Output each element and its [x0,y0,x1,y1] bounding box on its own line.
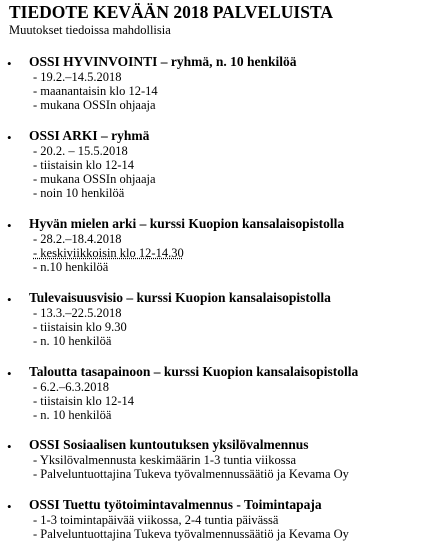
section-heading: OSSI Tuettu työtoimintavalmennus - Toimintapaja [29,497,322,512]
detail-line: - mukana OSSIn ohjaaja [33,98,156,112]
detail-line: - Palveluntuottajina Tukeva työvalmennussäätiö ja Kevama Oy [33,527,349,541]
detail-line: - n. 10 henkilöä [33,408,112,422]
detail-line: - 1-3 toimintapäivää viikossa, 2-4 tuntia päivässä [33,513,279,527]
detail-line: - 28.2.–18.4.2018 [33,232,122,246]
section-details [33,70,158,112]
section-details [33,306,127,348]
detail-line: - mukana OSSIn ohjaaja [33,172,156,186]
bullet-icon: • [7,56,12,71]
bullet-icon: • [7,218,12,233]
bullet-icon: • [7,439,12,454]
detail-line: - 19.2.–14.5.2018 [33,70,122,84]
section-details [33,453,349,481]
detail-line: - tiistaisin klo 12-14 [33,158,135,172]
section-heading: Taloutta tasapainoon – kurssi Kuopion kansalaisopistolla [29,364,359,379]
section-heading: Hyvän mielen arki – kurssi Kuopion kansalaisopistolla [29,216,345,231]
detail-line: - 6.2.–6.3.2018 [33,380,110,394]
section-details [33,144,156,200]
section-details [33,232,184,274]
detail-line: - n. 10 henkilöä [33,334,112,348]
bullet-icon: • [7,130,12,145]
section-heading: OSSI ARKI – ryhmä [29,128,150,143]
section-details [33,380,134,422]
detail-line: - tiistaisin klo 12-14 [33,394,135,408]
detail-line: - keskiviikkoisin klo 12-14.30 [33,246,184,260]
detail-line: - tiistaisin klo 9.30 [33,320,127,334]
document-subtitle: Muutokset tiedoissa mahdollisia [9,23,171,37]
section-details [33,513,349,541]
bullet-icon: • [7,292,12,307]
section-heading: Tulevaisuusvisio – kurssi Kuopion kansalaisopistolla [29,290,331,305]
section-heading: OSSI HYVINVOINTI – ryhmä, n. 10 henkilöä [29,54,297,69]
detail-line: - Yksilövalmennusta keskimäärin 1-3 tuntia viikossa [33,453,297,467]
document-title: TIEDOTE KEVÄÄN 2018 PALVELUISTA [9,2,333,22]
bullet-icon: • [7,366,12,381]
detail-line: - noin 10 henkilöä [33,186,125,200]
detail-line: - 13.3.–22.5.2018 [33,306,122,320]
detail-line: - maanantaisin klo 12-14 [33,84,158,98]
detail-line: - n.10 henkilöä [33,260,109,274]
detail-line: - Palveluntuottajina Tukeva työvalmennussäätiö ja Kevama Oy [33,467,349,481]
section-heading: OSSI Sosiaalisen kuntoutuksen yksilövalmennus [29,437,309,452]
bullet-icon: • [7,499,12,514]
detail-line: - 20.2. – 15.5.2018 [33,144,128,158]
